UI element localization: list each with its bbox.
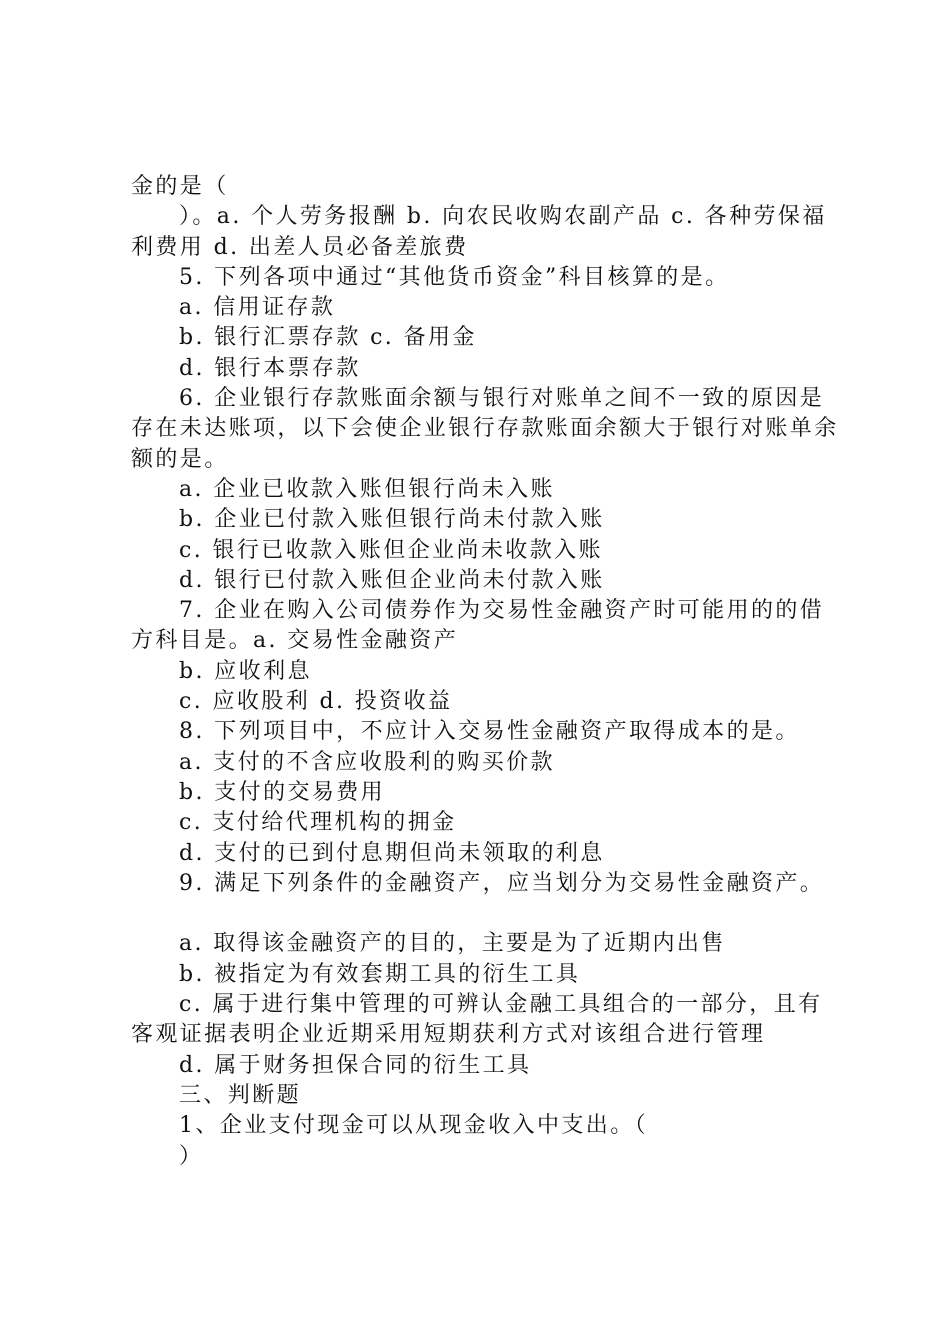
question-7: 7. 企业在购入公司债券作为交易性金融资产时可能用的的借方科目是。a. 交易性金融资产	[131, 598, 825, 654]
text-line: ）。a. 个人劳务报酬 b. 向农民收购农副产品 c. 各种劳保福利费用 d. 出差人员必备差旅费	[131, 204, 827, 260]
text-line: 金的是（	[131, 174, 229, 199]
option-line: d. 属于财务担保合同的衍生工具	[179, 1052, 532, 1078]
question-9: 9. 满足下列条件的金融资产，应当划分为交易性金融资产。	[179, 870, 825, 896]
option-line: b. 应收利息	[179, 658, 312, 684]
option-line: b. 银行汇票存款 c. 备用金	[179, 325, 477, 351]
option-line: d. 银行已付款入账但企业尚未付款入账	[179, 567, 605, 593]
option-line: a. 信用证存款	[179, 295, 336, 321]
option-line: d. 银行本票存款	[179, 355, 361, 381]
text-line: ）	[179, 1143, 204, 1169]
option-line: c. 支付给代理机构的拥金	[179, 810, 457, 836]
option-line: b. 支付的交易费用	[179, 779, 386, 805]
question-8: 8. 下列项目中，不应计入交易性金融资产取得成本的是。	[179, 719, 800, 745]
option-line: b. 企业已付款入账但银行尚未付款入账	[179, 507, 605, 533]
option-line: c. 银行已收款入账但企业尚未收款入账	[179, 537, 603, 563]
document-body	[131, 172, 841, 1172]
option-line: b. 被指定为有效套期工具的衍生工具	[179, 961, 581, 987]
section-heading: 三、判断题	[179, 1082, 302, 1108]
blank-line	[131, 899, 841, 929]
judgment-question-1: 1、企业支付现金可以从现金收入中支出。（	[179, 1113, 648, 1139]
option-line: a. 支付的不含应收股利的购买价款	[179, 749, 555, 775]
option-line: c. 应收股利 d. 投资收益	[179, 689, 453, 715]
option-line: d. 支付的已到付息期但尚未领取的利息	[179, 840, 605, 866]
option-line: a. 企业已收款入账但银行尚未入账	[179, 476, 555, 502]
option-line: c. 属于进行集中管理的可辨认金融工具组合的一部分，且有客观证据表明企业近期采用短期获利方式对该组合进行管理	[131, 992, 823, 1048]
question-5: 5. 下列各项中通过“其他货币资金”科目核算的是。	[179, 264, 730, 290]
option-line: a. 取得该金融资产的目的，主要是为了近期内出售	[179, 931, 726, 957]
question-6: 6. 企业银行存款账面余额与银行对账单之间不一致的原因是存在未达账项，以下会使企业银行存款账面余额大于银行对账单余额的是。	[131, 386, 839, 472]
